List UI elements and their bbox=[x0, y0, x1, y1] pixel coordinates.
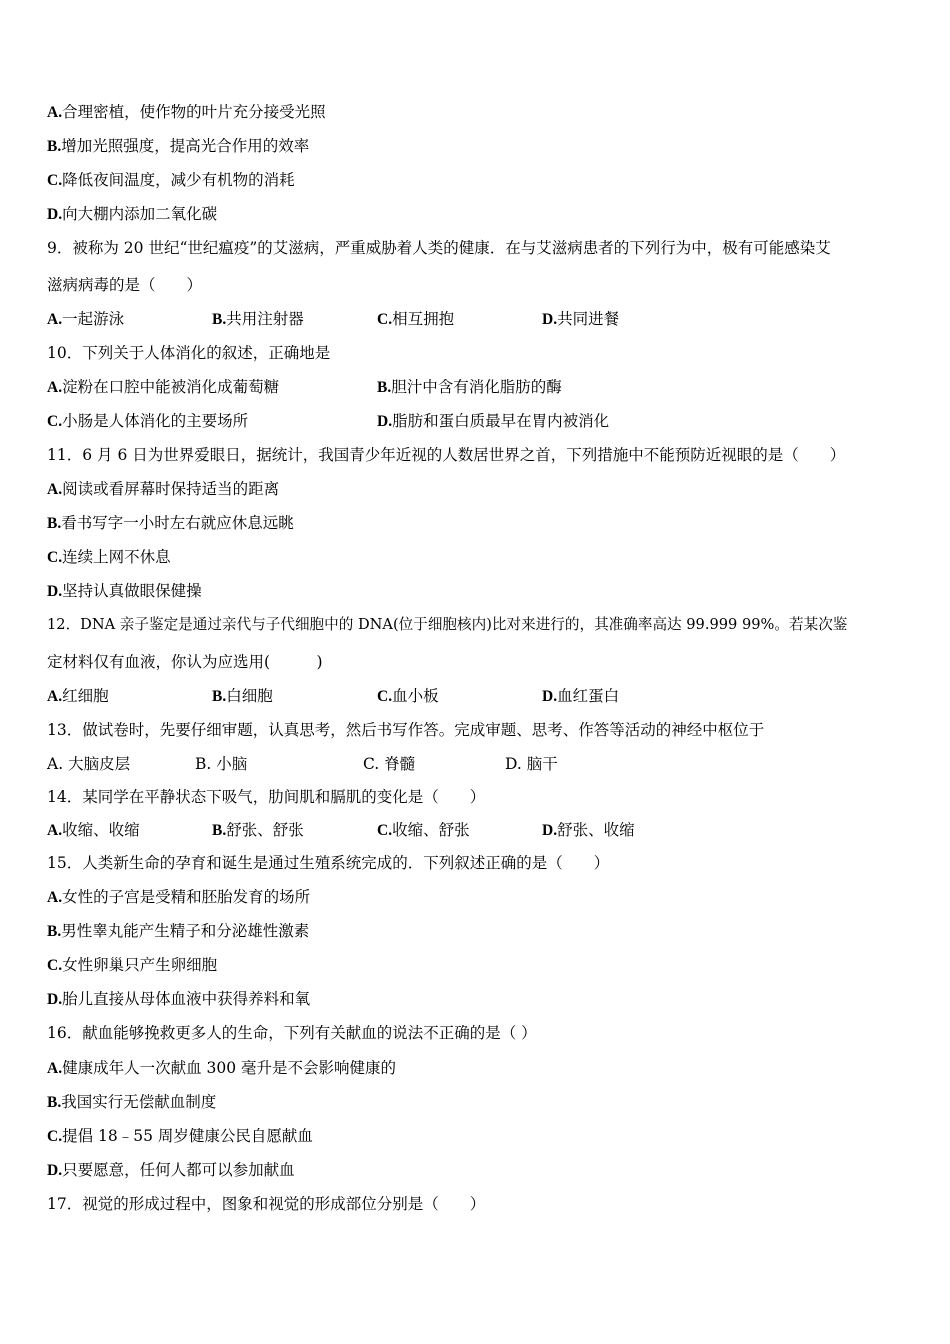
q11-option-c: C.连续上网不休息 bbox=[47, 548, 171, 566]
q14-option-b: B.舒张、舒张 bbox=[212, 821, 304, 839]
q16-option-a: A.健康成年人一次献血 300 毫升是不会影响健康的 bbox=[47, 1059, 397, 1077]
q10-option-d: D.脂肪和蛋白质最早在胃内被消化 bbox=[377, 412, 610, 430]
q11-option-b: B.看书写字一小时左右就应休息远眺 bbox=[47, 514, 294, 532]
q14-option-d: D.舒张、收缩 bbox=[542, 821, 635, 839]
q16-option-b: B.我国实行无偿献血制度 bbox=[47, 1093, 217, 1111]
q8-option-d: D.向大棚内添加二氧化碳 bbox=[47, 205, 218, 223]
q13-stem: 13．做试卷时，先要仔细审题，认真思考，然后书写作答。完成审题、思考、作答等活动的神经中枢位于 bbox=[47, 721, 765, 739]
q11-option-a: A.阅读或看屏幕时保持适当的距离 bbox=[47, 480, 280, 498]
q9-stem-line2: 滋病病毒的是（ ） bbox=[47, 276, 203, 294]
q10-option-a: A.淀粉在口腔中能被消化成葡萄糖 bbox=[47, 378, 280, 396]
q8-option-b: B.增加光照强度，提高光合作用的效率 bbox=[47, 137, 310, 155]
q9-option-b: B.共用注射器 bbox=[212, 310, 304, 328]
q15-option-a: A.女性的子宫是受精和胚胎发育的场所 bbox=[47, 888, 311, 906]
q10-option-b: B.胆汁中含有消化脂肪的酶 bbox=[377, 378, 562, 396]
q13-option-d: D. 脑干 bbox=[505, 755, 558, 773]
q14-options-row bbox=[47, 820, 910, 840]
q13-option-a: A. 大脑皮层 bbox=[47, 755, 131, 773]
q16-stem: 16．献血能够挽救更多人的生命，下列有关献血的说法不正确的是（ ） bbox=[47, 1024, 537, 1042]
q14-option-a: A.收缩、收缩 bbox=[47, 821, 140, 839]
q16-option-c: C.提倡 18﹣55 周岁健康公民自愿献血 bbox=[47, 1127, 313, 1145]
q13-option-c: C. 脊髓 bbox=[363, 755, 416, 773]
q12-options-row bbox=[47, 686, 910, 706]
q16-option-d: D.只要愿意，任何人都可以参加献血 bbox=[47, 1161, 295, 1179]
q12-option-b: B.白细胞 bbox=[212, 687, 273, 705]
q15-option-c: C.女性卵巢只产生卵细胞 bbox=[47, 956, 218, 974]
q10-options-row1 bbox=[47, 377, 910, 397]
q12-option-a: A.红细胞 bbox=[47, 687, 109, 705]
q10-option-c: C.小肠是人体消化的主要场所 bbox=[47, 412, 249, 430]
q11-stem: 11．6 月 6 日为世界爱眼日，据统计，我国青少年近视的人数居世界之首，下列措施中不能预防近视眼的是（ ） bbox=[47, 446, 846, 464]
q12-stem-line1: 12．DNA 亲子鉴定是通过亲代与子代细胞中的 DNA(位于细胞核内)比对来进行的，其准确率高达 99.999 99%。若某次鉴 bbox=[47, 616, 848, 633]
q9-options-row bbox=[47, 309, 910, 329]
q15-option-b: B.男性睾丸能产生精子和分泌雄性激素 bbox=[47, 922, 310, 940]
q10-options-row2 bbox=[47, 411, 910, 431]
q14-option-c: C.收缩、舒张 bbox=[377, 821, 470, 839]
q9-option-a: A.一起游泳 bbox=[47, 310, 125, 328]
q9-option-d: D.共同进餐 bbox=[542, 310, 620, 328]
q13-option-b: B. 小脑 bbox=[195, 755, 248, 773]
q14-stem: 14．某同学在平静状态下吸气，肋间肌和膈肌的变化是（ ） bbox=[47, 788, 486, 806]
q10-stem: 10．下列关于人体消化的叙述，正确地是 bbox=[47, 344, 331, 362]
q9-option-c: C.相互拥抱 bbox=[377, 310, 455, 328]
q12-option-c: C.血小板 bbox=[377, 687, 439, 705]
q15-stem: 15．人类新生命的孕育和诞生是通过生殖系统完成的．下列叙述正确的是（ ） bbox=[47, 854, 610, 872]
q9-stem-line1: 9．被称为 20 世纪“世纪瘟疫”的艾滋病，严重威胁着人类的健康．在与艾滋病患者的下列行为中，极有可能感染艾 bbox=[47, 239, 831, 257]
q17-stem: 17．视觉的形成过程中，图象和视觉的形成部位分别是（ ） bbox=[47, 1195, 486, 1213]
q8-option-a: A.合理密植，使作物的叶片充分接受光照 bbox=[47, 103, 326, 121]
q11-option-d: D.坚持认真做眼保健操 bbox=[47, 582, 202, 600]
q12-option-d: D.血红蛋白 bbox=[542, 687, 620, 705]
q12-stem-line2: 定材料仅有血液，你认为应选用( ) bbox=[47, 653, 323, 671]
q13-options-row bbox=[47, 754, 910, 774]
q15-option-d: D.胎儿直接从母体血液中获得养料和氧 bbox=[47, 990, 311, 1008]
q8-option-c: C.降低夜间温度，减少有机物的消耗 bbox=[47, 171, 295, 189]
